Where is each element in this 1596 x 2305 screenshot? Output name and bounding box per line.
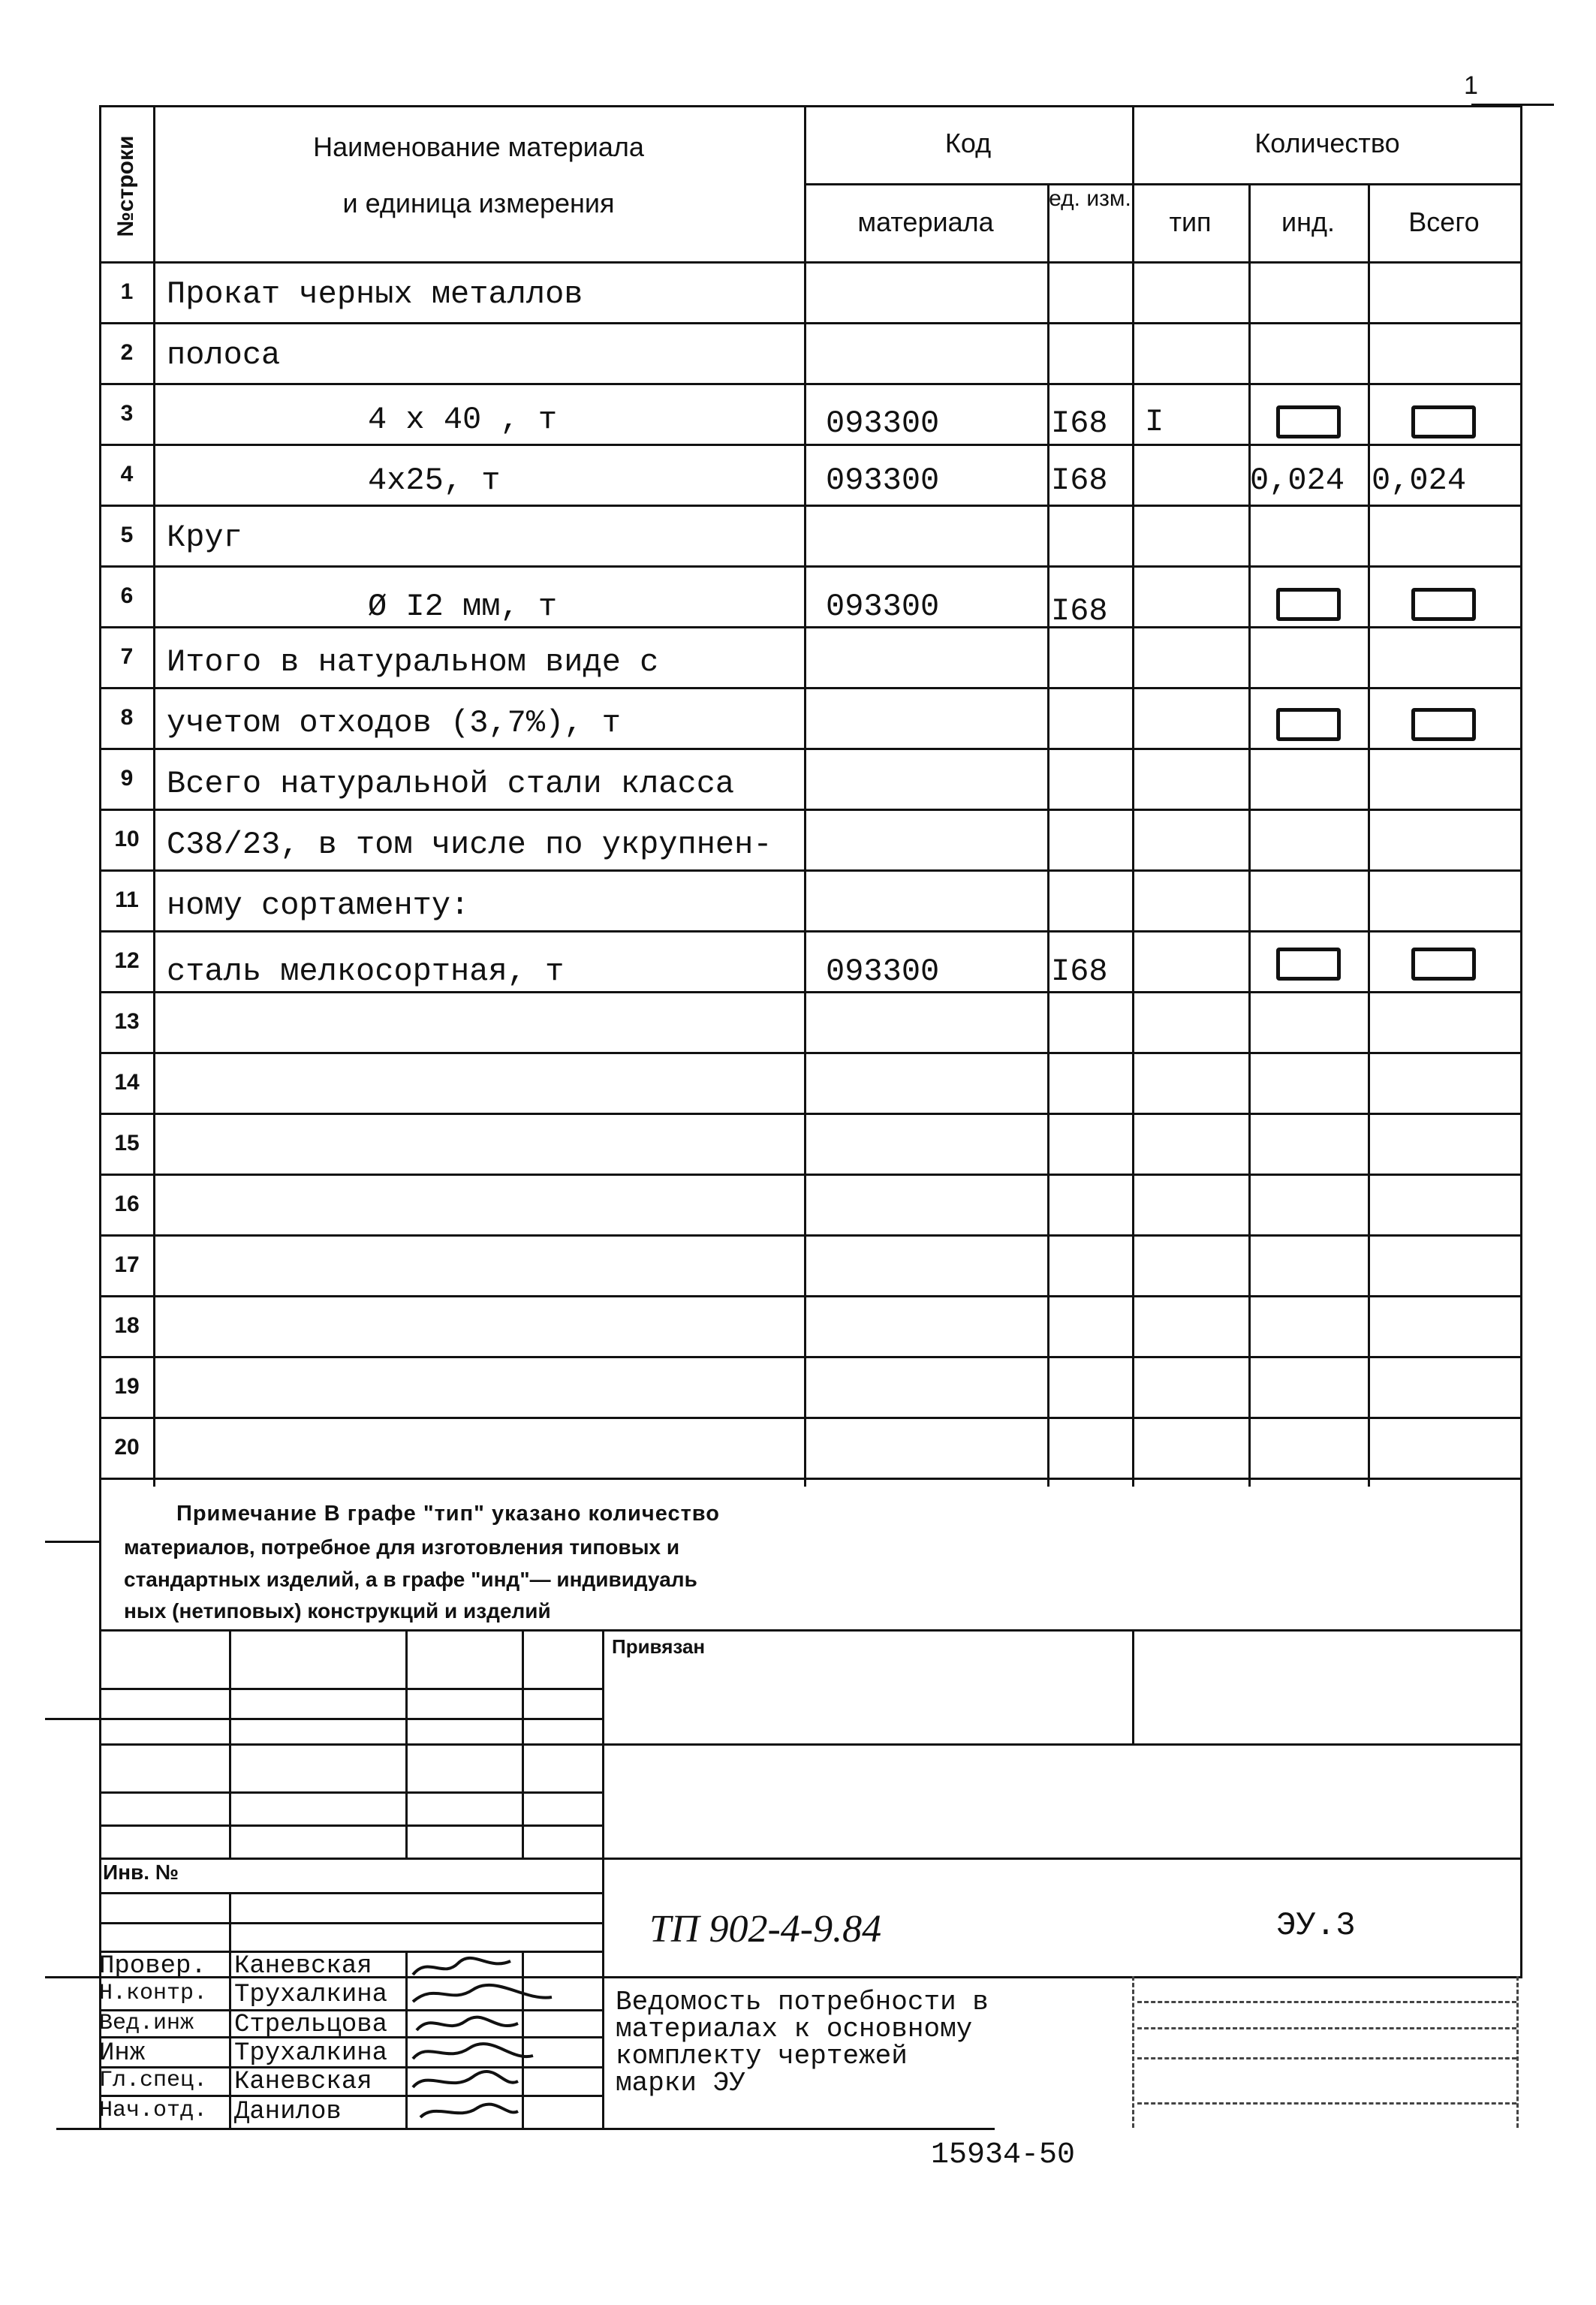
- row-name-8: учетом отходов (3,7%), т: [167, 705, 621, 741]
- name-engineer: Трухалкина: [234, 2039, 388, 2068]
- header-code-group: Код: [944, 128, 992, 158]
- header-code-material: материала: [857, 206, 994, 237]
- redacted-total-3: [1411, 405, 1476, 438]
- name-chief-specialist: Каневская: [234, 2068, 372, 2096]
- row-number-9: 9: [120, 766, 134, 791]
- row-divider: [99, 1174, 1522, 1176]
- name-checker: Каневская: [234, 1952, 372, 1981]
- document-title-line4: марки ЭУ: [616, 2068, 745, 2099]
- row-name-1: Прокат черных металлов: [167, 276, 583, 312]
- row-number-17: 17: [114, 1252, 140, 1277]
- row-number-7: 7: [120, 644, 134, 669]
- header-row-number: №строки: [113, 135, 138, 237]
- signature-1: [413, 1958, 510, 1975]
- role-norm-control: Н.контр.: [99, 1981, 208, 2006]
- row-divider: [99, 1417, 1522, 1419]
- row-ind-4: 0,024: [1250, 463, 1345, 499]
- row-divider: [99, 1052, 1522, 1054]
- header-qty-total: Всего: [1408, 206, 1480, 237]
- row-unit-12: I68: [1051, 954, 1108, 990]
- row-number-5: 5: [120, 523, 134, 547]
- archive-number: 15934-50: [931, 2138, 1076, 2172]
- row-name-9: Всего натуральной стали класса: [167, 766, 735, 802]
- redacted-total-6: [1411, 588, 1476, 621]
- document-code: ТП 902-4-9.84: [649, 1908, 882, 1951]
- header-name-line1: Наименование материала: [313, 131, 644, 162]
- row-divider: [99, 1234, 1522, 1237]
- row-total-4: 0,024: [1372, 463, 1467, 499]
- row-number-18: 18: [114, 1313, 140, 1338]
- row-code-12: 093300: [826, 954, 940, 990]
- role-engineer: Инж: [99, 2039, 146, 2068]
- signature-4: [413, 2044, 533, 2059]
- row-type-3: I: [1145, 404, 1164, 440]
- row-divider: [99, 565, 1522, 568]
- row-divider: [99, 991, 1522, 993]
- row-number-11: 11: [115, 887, 139, 912]
- note-line2: материалов, потребное для изготовления типовых и: [124, 1535, 680, 1559]
- name-department-head: Данилов: [234, 2098, 342, 2126]
- role-department-head: Нач.отд.: [99, 2098, 208, 2123]
- row-code-6: 093300: [826, 589, 940, 625]
- row-name-4: 4x25, т: [368, 463, 501, 499]
- document-title-line3: комплекту чертежей: [616, 2041, 908, 2071]
- document-title-line2: материалах к основному: [616, 2014, 973, 2044]
- row-divider: [99, 869, 1522, 872]
- row-name-6: Ø I2 мм, т: [368, 589, 558, 625]
- row-number-14: 14: [114, 1070, 140, 1095]
- row-name-2: полоса: [167, 337, 281, 373]
- row-number-10: 10: [114, 827, 140, 851]
- row-number-8: 8: [120, 705, 134, 730]
- redacted-ind-12: [1276, 948, 1341, 981]
- row-name-12: сталь мелкосортная, т: [167, 954, 565, 990]
- row-number-13: 13: [114, 1009, 140, 1034]
- row-number-6: 6: [120, 583, 134, 608]
- row-divider: [99, 383, 1522, 385]
- row-name-10: С38/23, в том числе по укрупнен-: [167, 827, 772, 863]
- redacted-total-12: [1411, 948, 1476, 981]
- row-number-12: 12: [114, 948, 140, 973]
- note-line3: стандартных изделий, а в графе "инд"— индивидуаль: [124, 1568, 697, 1591]
- linked-label: Привязан: [612, 1635, 706, 1658]
- name-lead-engineer: Стрельцова: [234, 2011, 388, 2039]
- name-norm-control: Трухалкина: [234, 1981, 388, 2009]
- row-number-1: 1: [120, 279, 134, 304]
- page-marker: 1: [1464, 71, 1478, 100]
- header-qty-ind: инд.: [1281, 206, 1335, 237]
- row-divider: [99, 687, 1522, 689]
- row-divider: [99, 1295, 1522, 1297]
- row-number-16: 16: [114, 1192, 140, 1216]
- row-code-3: 093300: [826, 405, 940, 441]
- row-number-19: 19: [114, 1374, 140, 1399]
- document-title-line1: Ведомость потребности в: [616, 1987, 989, 2017]
- row-name-7: Итого в натуральном виде с: [167, 644, 659, 680]
- row-divider: [99, 1478, 1522, 1480]
- redacted-total-8: [1411, 708, 1476, 741]
- row-divider: [99, 809, 1522, 811]
- row-divider: [99, 444, 1522, 446]
- header-name-line2: и единица измерения: [342, 188, 615, 218]
- signature-5: [413, 2071, 518, 2087]
- role-checker: Провер.: [99, 1952, 206, 1981]
- redacted-ind-3: [1276, 405, 1341, 438]
- header-qty-type: тип: [1169, 206, 1212, 237]
- row-number-15: 15: [114, 1131, 140, 1156]
- inventory-number-label: Инв. №: [103, 1861, 179, 1884]
- row-unit-3: I68: [1051, 405, 1108, 441]
- row-unit-4: I68: [1051, 463, 1108, 499]
- redacted-ind-8: [1276, 708, 1341, 741]
- sheet-code: ЭУ.3: [1276, 1907, 1356, 1945]
- row-unit-6: I68: [1051, 593, 1108, 629]
- signature-6: [420, 2105, 518, 2117]
- signatures: [405, 1952, 556, 2128]
- row-name-11: ному сортаменту:: [167, 887, 470, 924]
- note-line4: ных (нетиповых) конструкций и изделий: [124, 1599, 551, 1623]
- row-divider: [99, 505, 1522, 507]
- row-number-4: 4: [120, 462, 134, 487]
- row-number-20: 20: [114, 1435, 140, 1460]
- row-name-3: 4 x 40 , т: [368, 402, 558, 438]
- role-chief-specialist: Гл.спец.: [99, 2068, 208, 2093]
- note-line1: Примечание В графе "тип" указано количество: [176, 1502, 720, 1526]
- header-qty-group: Количество: [1254, 128, 1400, 158]
- row-divider: [99, 1113, 1522, 1115]
- header-code-unit: ед. изм.: [1049, 186, 1131, 211]
- row-code-4: 093300: [826, 463, 940, 499]
- role-lead-engineer: Вед.инж: [99, 2011, 194, 2036]
- signature-3: [417, 2017, 518, 2030]
- row-divider: [99, 322, 1522, 324]
- row-number-2: 2: [120, 340, 134, 365]
- signature-2: [413, 1985, 552, 2002]
- row-divider: [99, 748, 1522, 750]
- row-number-3: 3: [120, 401, 134, 426]
- row-divider: [99, 626, 1522, 628]
- row-divider: [99, 1356, 1522, 1358]
- row-divider: [99, 930, 1522, 933]
- row-name-5: Круг: [167, 520, 242, 556]
- redacted-ind-6: [1276, 588, 1341, 621]
